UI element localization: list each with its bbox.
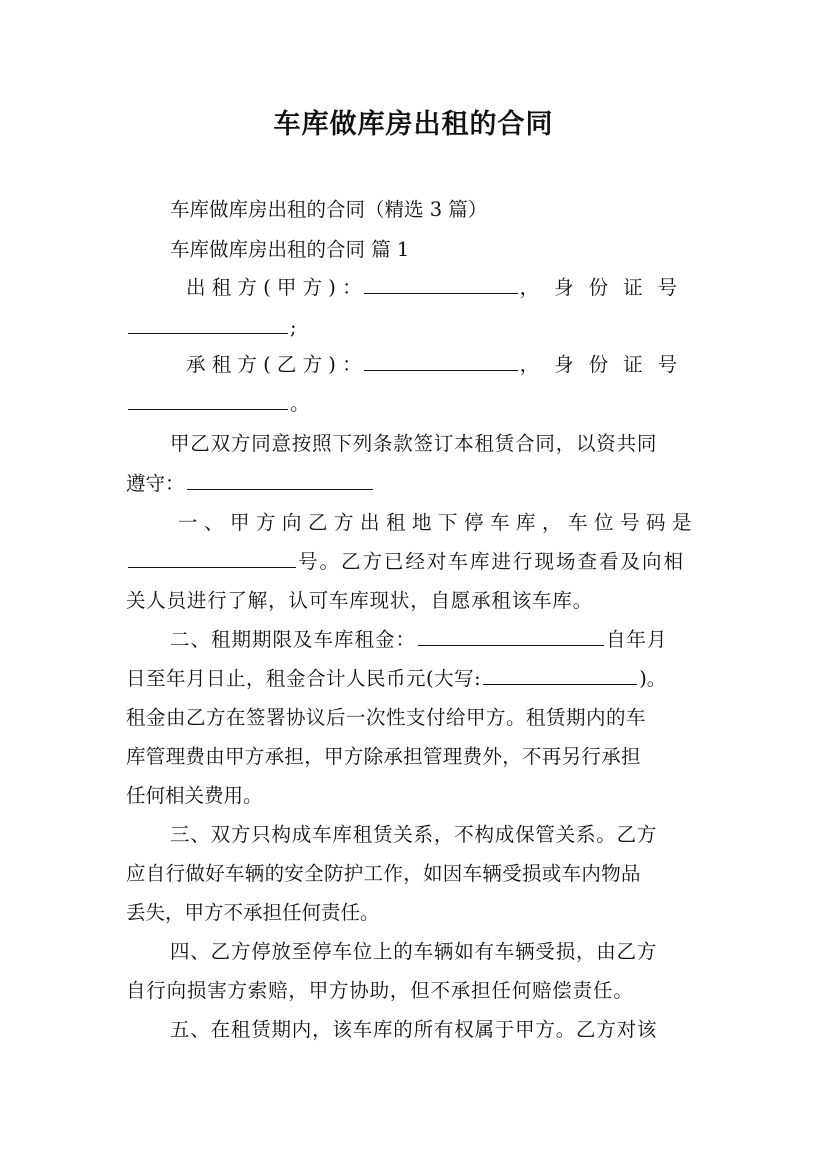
clause1-line-1: 一、甲方向乙方出租地下停车库，车位号码是	[178, 511, 699, 534]
lessee-line	[186, 345, 700, 385]
clause2-line-4: 库管理费由甲方承担，甲方除承担管理费外，不再另行承担	[126, 745, 641, 768]
lessor-line	[186, 268, 700, 308]
lessee-label: 承 租 方 ( 乙 方 ) ：	[186, 353, 362, 376]
lessor-id-blank[interactable]	[128, 313, 288, 334]
lessor-id-line	[126, 308, 297, 348]
clause2-rent-blank[interactable]	[418, 625, 604, 646]
lessor-name-blank[interactable]	[364, 273, 518, 294]
lessee-id-label: ，身份证号	[519, 353, 693, 376]
lessor-end-punct: ;	[290, 316, 297, 339]
clause5-line-1: 五、在租赁期内，该车库的所有权属于甲方。乙方对该	[170, 1018, 658, 1041]
clause1-line-3: 关人员进行了解，认可车库现状，自愿承租该车库。	[126, 589, 593, 612]
intro-line-1: 甲乙双方同意按照下列条款签订本租赁合同，以资共同	[170, 432, 658, 455]
clause2-line-1	[170, 620, 668, 660]
clause3-line-1: 三、双方只构成车库租赁关系，不构成保管关系。乙方	[170, 823, 658, 846]
clause4-line-1: 四、乙方停放至停车位上的车辆如有车辆受损，由乙方	[170, 940, 658, 963]
lessee-name-blank[interactable]	[364, 350, 518, 371]
clause2-close: )。	[639, 667, 667, 690]
clause1-space-number-blank[interactable]	[128, 547, 296, 568]
subtitle-line: 车库做库房出租的合同（精选 3 篇）	[170, 198, 488, 221]
intro-blank[interactable]	[187, 469, 373, 490]
clause2-line-5: 任何相关费用。	[126, 784, 263, 807]
clause4-line-2: 自行向损害方索赔，甲方协助，但不承担任何赔偿责任。	[126, 979, 634, 1002]
clause2-from-label: 自年月	[606, 628, 668, 651]
lessee-end-punct: 。	[290, 392, 310, 415]
lessor-label: 出 租 方 ( 甲 方 ) ：	[186, 276, 362, 299]
lessor-id-label: ，身份证号	[519, 276, 693, 299]
lessee-id-line	[126, 384, 310, 424]
clause2-period-text: 日至年月日止，租金合计人民币元(大写:	[126, 667, 482, 690]
clause2-label: 二、租期期限及车库租金：	[170, 628, 417, 651]
clause1-line-2	[126, 542, 685, 582]
part-heading: 车库做库房出租的合同 篇 1	[170, 238, 410, 261]
clause2-line-2	[126, 659, 666, 699]
intro-line-2	[126, 464, 375, 504]
clause3-line-2: 应自行做好车辆的安全防护工作，如因车辆受损或车内物品	[126, 862, 641, 885]
lessee-id-blank[interactable]	[128, 389, 288, 410]
clause2-uppercase-amount-blank[interactable]	[483, 664, 637, 685]
clause1-text-2: 号。乙方已经对车库进行现场查看及向相	[298, 550, 686, 573]
document-title: 车库做库房出租的合同	[273, 109, 554, 140]
intro-label: 遵守：	[126, 472, 185, 495]
clause2-line-3: 租金由乙方在签署协议后一次性支付给甲方。租赁期内的车	[126, 706, 647, 729]
clause3-line-3: 丢失，甲方不承担任何责任。	[126, 901, 380, 924]
